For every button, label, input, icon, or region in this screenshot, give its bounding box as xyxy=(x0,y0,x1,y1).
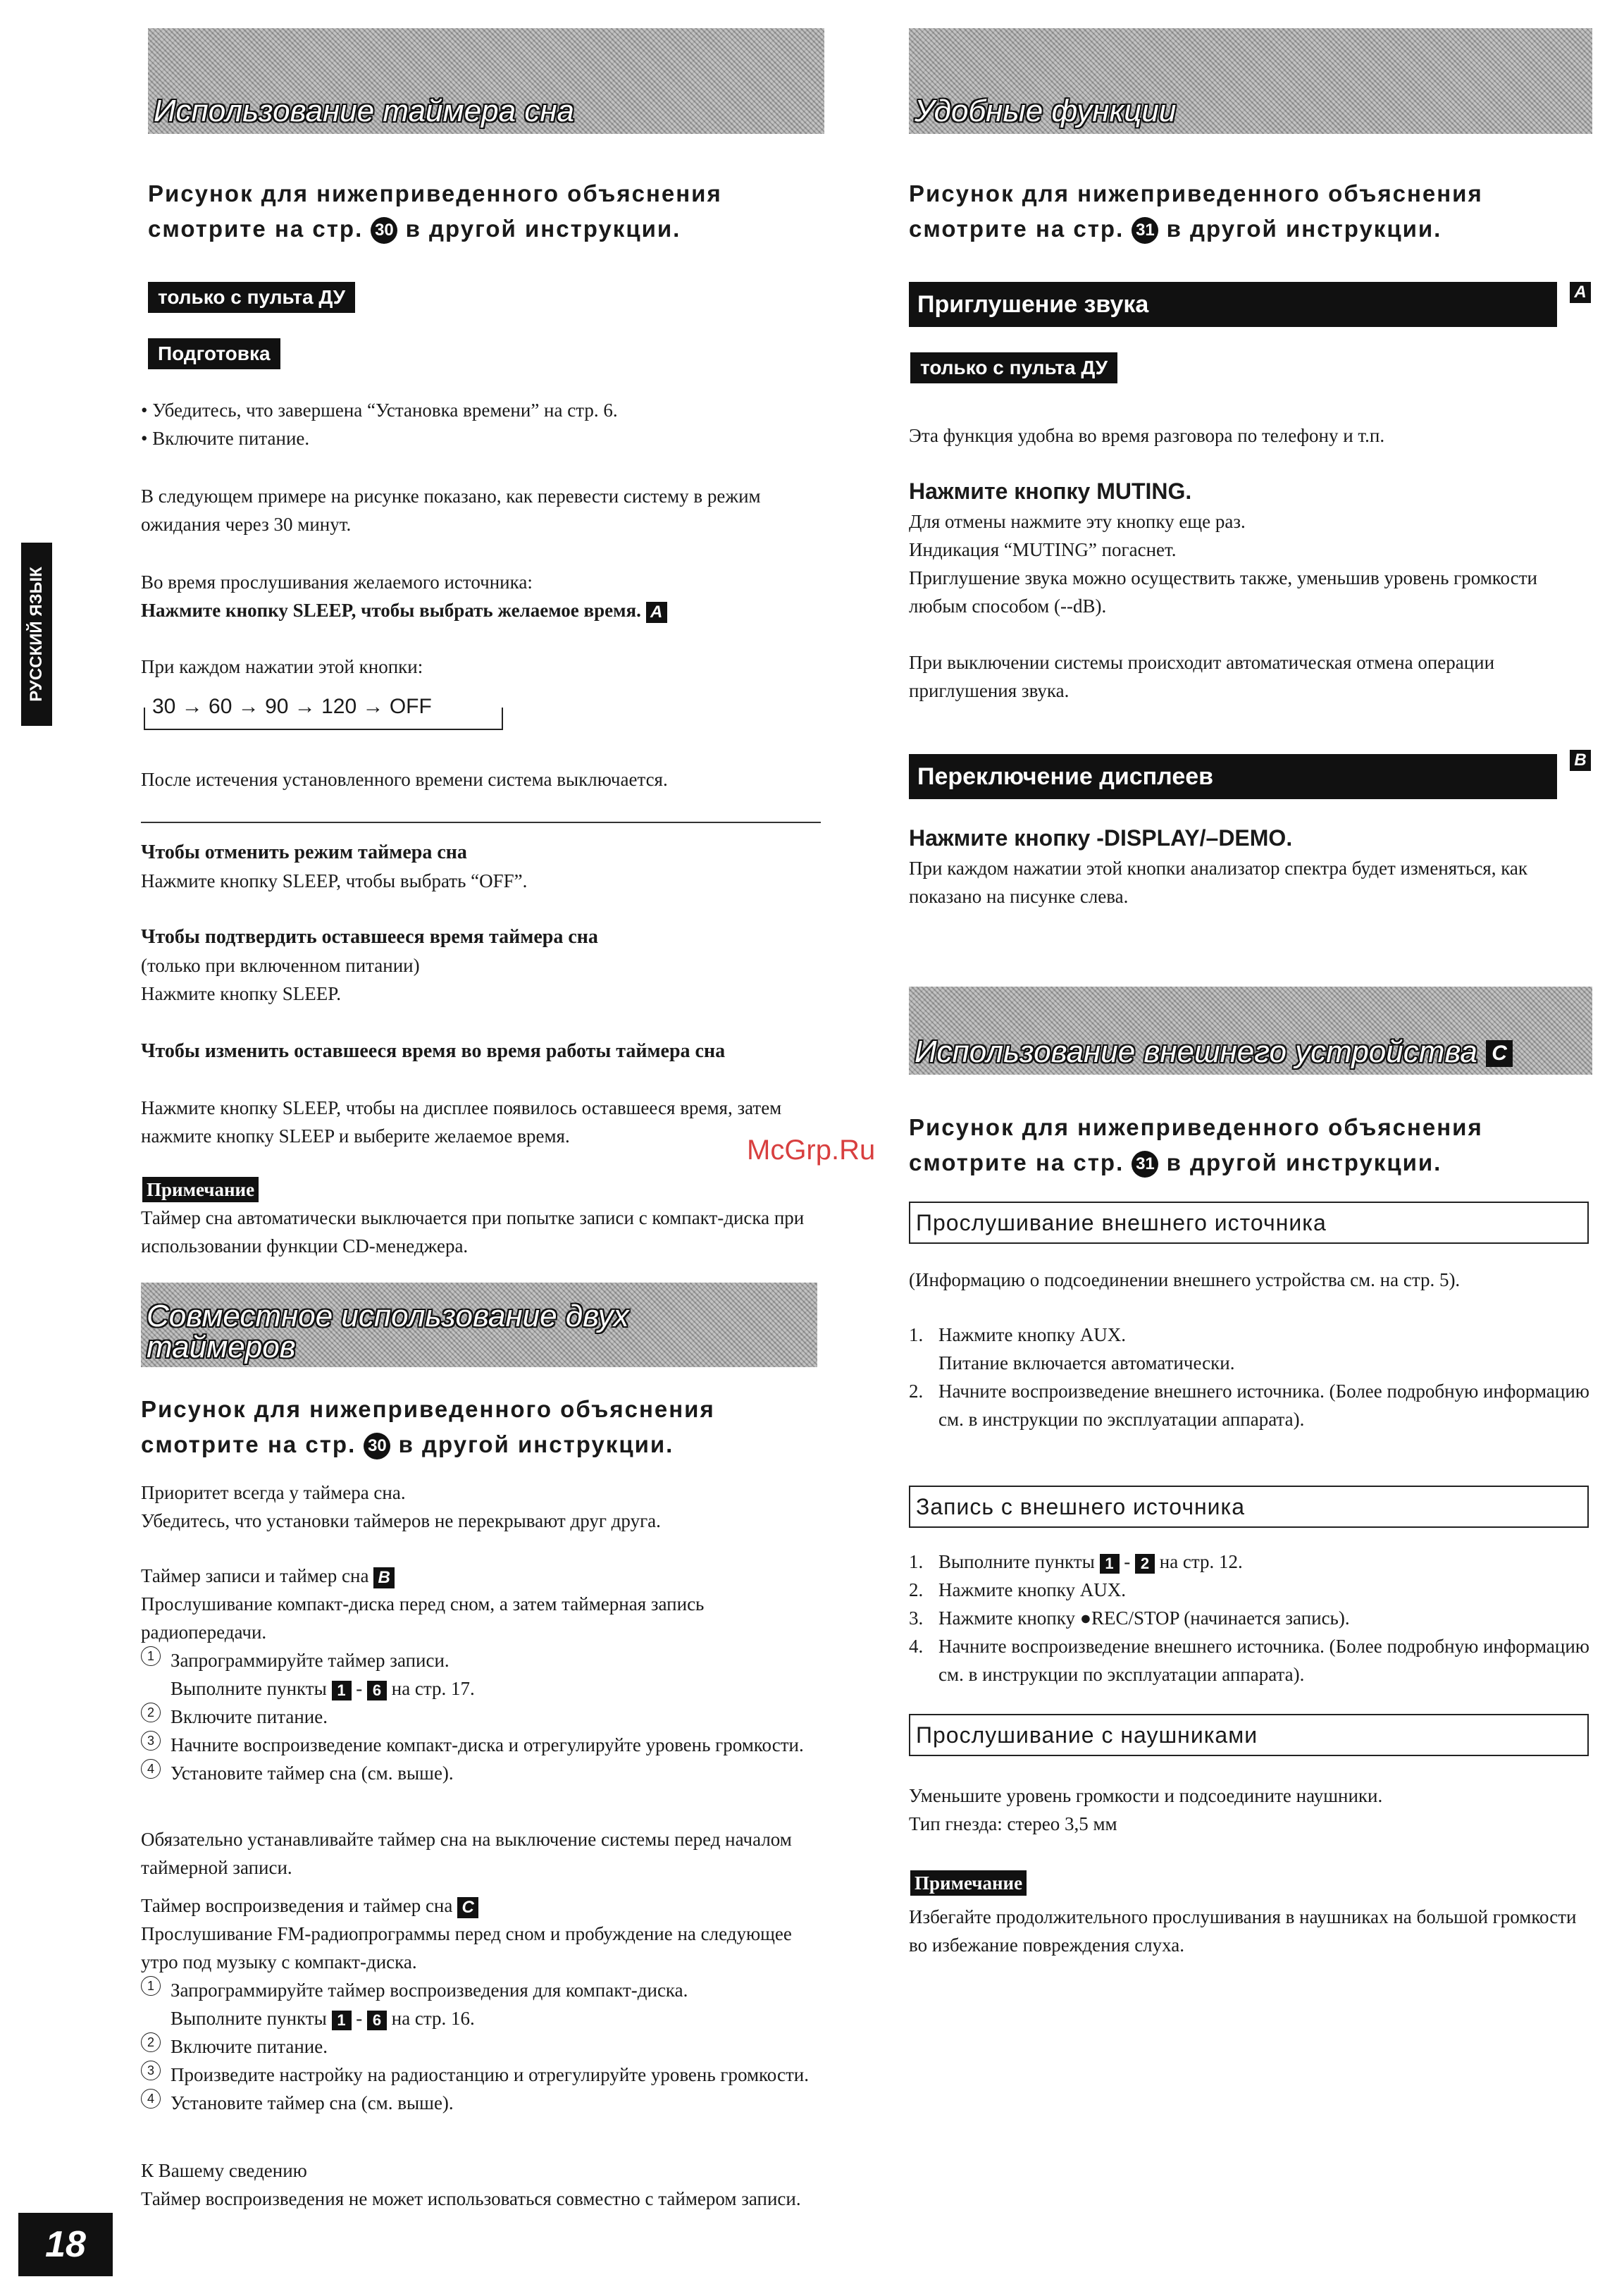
prep-bullet-1: • Убедитесь, что завершена “Установка времени” на стр. 6. xyxy=(141,400,618,421)
list-item: 2. Нажмите кнопку AUX. xyxy=(909,1579,1126,1600)
sleep-cycle-diagram xyxy=(141,695,507,737)
info-text: Таймер воспроизведения не может использоваться совместно с таймером записи. xyxy=(141,2188,801,2209)
muting-intro: Эта функция удобна во время разговора по телефону и т.п. xyxy=(909,425,1385,446)
two-timers-lead: Рисунок для нижеприведенного объяснения смотрите на стр. 30 в другой инструкции. xyxy=(141,1392,824,1462)
remote-only-tag: только с пульта ДУ xyxy=(148,282,355,313)
after-time-text: После истечения установленного времени система выключается. xyxy=(141,769,668,790)
list-item: 1 Запрограммируйте таймер записи. Выполните пункты 1 - 6 на стр. 17. xyxy=(141,1646,817,1703)
play-steps xyxy=(141,1976,817,2117)
rec-steps xyxy=(141,1646,817,1787)
external-device-banner xyxy=(909,987,1592,1075)
list-item: 1. Нажмите кнопку AUX. Питание включается автоматически. xyxy=(909,1324,1235,1374)
listen-info: (Информацию о подсоединении внешнего устройства см. на стр. 5). xyxy=(909,1269,1461,1290)
external-lead: Рисунок для нижеприведенного объяснения смотрите на стр. 31 в другой инструкции. xyxy=(909,1110,1596,1180)
list-item: 4 Установите таймер сна (см. выше). xyxy=(141,2089,817,2117)
watermark: McGrp.Ru xyxy=(747,1135,876,1166)
muting-text: Для отмены нажмите эту кнопку еще раз. Индикация “MUTING” погаснет. Приглушение звука можно осуществить также, уменьшив уровень громкости любым способом (--dB). xyxy=(909,511,1537,617)
headphones-text: Уменьшите уровень громкости и подсоедините наушники. Тип гнезда: стерео 3,5 мм xyxy=(909,1785,1383,1834)
confirm-sub: (только при включенном питании) xyxy=(141,955,420,976)
figure-ref-b: B xyxy=(373,1567,395,1588)
muting-auto-text: При выключении системы происходит автоматическая отмена операции приглушения звука. xyxy=(909,652,1495,701)
language-label: РУССКИЙ ЯЗЫК xyxy=(27,567,46,702)
step-ref: 1 xyxy=(332,1681,352,1700)
each-press-text: При каждом нажатии этой кнопки: xyxy=(141,656,423,677)
step-ref: 1 xyxy=(1100,1554,1120,1574)
cancel-text: Нажмите кнопку SLEEP, чтобы выбрать “OFF”. xyxy=(141,870,528,891)
list-item: 2 Включите питание. xyxy=(141,2032,817,2061)
listen-external-header: Прослушивание внешнего источника xyxy=(909,1202,1589,1244)
step-ref: 1 xyxy=(332,2011,352,2030)
confirm-title: Чтобы подтвердить оставшееся время таймера сна xyxy=(141,926,598,948)
list-item: 3 Начните воспроизведение компакт-диска и отрегулируйте уровень громкости. xyxy=(141,1731,817,1759)
sleep-cycle-values: 30 → 60 → 90 → 120 → OFF xyxy=(152,695,432,718)
note-text: Таймер сна автоматически выключается при попытке записи с компакт-диска при использовании функции CD-менеджера. xyxy=(141,1207,805,1257)
muting-fig: A xyxy=(1570,282,1591,303)
page-ref-badge: 31 xyxy=(1132,1151,1158,1178)
play-timer-desc: Прослушивание FM-радиопрограммы перед сном и пробуждение на следующее утро под музыку с компакт-диска. xyxy=(141,1923,792,1973)
page-ref-badge: 31 xyxy=(1132,217,1158,244)
sleep-timer-title: Использование таймера сна xyxy=(154,94,575,128)
prep-bullet-2: • Включите питание. xyxy=(141,428,310,449)
divider xyxy=(141,822,821,823)
record-steps xyxy=(909,1548,1592,1689)
record-external-header: Запись с внешнего источника xyxy=(909,1486,1589,1528)
list-item: 3 Произведите настройку на радиостанцию и отрегулируйте уровень громкости. xyxy=(141,2061,817,2089)
remote-only-tag: только с пульта ДУ xyxy=(910,352,1117,383)
display-bar: Переключение дисплеев xyxy=(909,754,1557,799)
sleep-timer-banner xyxy=(148,28,824,134)
figure-ref-c: C xyxy=(1486,1040,1513,1067)
external-device-title: Использование внешнего устройства xyxy=(915,1035,1477,1069)
cancel-title: Чтобы отменить режим таймера сна xyxy=(141,841,467,863)
rec-timer-desc: Прослушивание компакт-диска перед сном, а затем таймерная запись радиопередачи. xyxy=(141,1593,705,1643)
step-ref: 2 xyxy=(1135,1554,1155,1574)
two-timers-title: Совместное использование двух таймеров xyxy=(147,1299,629,1364)
handy-functions-banner xyxy=(909,28,1592,134)
note-tag: Примечание xyxy=(142,1177,259,1202)
list-item: 1. Выполните пункты 1 - 2 на стр. 12. xyxy=(909,1551,1243,1572)
info-title: К Вашему сведению xyxy=(141,2160,307,2181)
display-text: При каждом нажатии этой кнопки анализатор спектра будет изменяться, как показано на писунке слева. xyxy=(909,858,1528,907)
confirm-text: Нажмите кнопку SLEEP. xyxy=(141,983,341,1004)
two-timers-banner xyxy=(141,1283,817,1367)
headphones-header: Прослушивание с наушниками xyxy=(909,1714,1589,1756)
list-item: 1 Запрограммируйте таймер воспроизведения для компакт-диска. Выполните пункты 1 - 6 на стр. 16. xyxy=(141,1976,817,2032)
handy-functions-title: Удобные функции xyxy=(915,94,1177,128)
sleep-lead: Рисунок для нижеприведенного объяснения смотрите на стр. 30 в другой инструкции. xyxy=(148,176,824,247)
display-fig: B xyxy=(1570,750,1591,771)
language-side-tab xyxy=(21,543,52,726)
change-text: Нажмите кнопку SLEEP, чтобы на дисплее появилось оставшееся время, затем нажмите кнопку SLEEP и выберите желаемое время. xyxy=(141,1097,782,1147)
handy-lead: Рисунок для нижеприведенного объяснения смотрите на стр. 31 в другой инструкции. xyxy=(909,176,1596,247)
page-ref-badge: 30 xyxy=(371,217,397,244)
page-ref-badge: 30 xyxy=(364,1433,390,1459)
list-item: 4 Установите таймер сна (см. выше). xyxy=(141,1759,817,1787)
example-text: В следующем примере на рисунке показано, как перевести систему в режим ожидания через 30 минут. xyxy=(141,486,761,535)
page-number: 18 xyxy=(18,2213,113,2276)
step-ref: 6 xyxy=(367,2011,387,2030)
note-text: Избегайте продолжительного прослушивания в наушниках на большой громкости во избежание повреждения слуха. xyxy=(909,1906,1577,1956)
figure-ref-a: A xyxy=(646,602,667,623)
display-press: Нажмите кнопку -DISPLAY/–DEMO. xyxy=(909,825,1293,851)
note-tag: Примечание xyxy=(910,1870,1027,1896)
muting-bar: Приглушение звука xyxy=(909,282,1557,327)
listen-steps xyxy=(909,1321,1592,1433)
change-title: Чтобы изменить оставшееся время во время работы таймера сна xyxy=(141,1040,726,1062)
figure-ref-c: C xyxy=(457,1897,478,1918)
muting-press: Нажмите кнопку MUTING. xyxy=(909,479,1192,504)
list-item: 2 Включите питание. xyxy=(141,1703,817,1731)
during-text: Во время прослушивания желаемого источника: xyxy=(141,572,533,593)
rec-note: Обязательно устанавливайте таймер сна на выключение системы перед началом таймерной записи. xyxy=(141,1829,792,1878)
list-item: 3. Нажмите кнопку ●REC/STOP (начинается запись). xyxy=(909,1607,1350,1629)
preparation-tag: Подготовка xyxy=(148,338,280,369)
two-timers-intro: Приоритет всегда у таймера сна. Убедитесь, что установки таймеров не перекрывают друг друга. xyxy=(141,1482,661,1531)
press-sleep-instruction: Нажмите кнопку SLEEP, чтобы выбрать желаемое время. A xyxy=(141,596,831,624)
list-item: 4. Начните воспроизведение внешнего источника. (Более подробную информацию см. в инструкции по эксплуатации аппарата). xyxy=(909,1636,1589,1685)
step-ref: 6 xyxy=(367,1681,387,1700)
rec-timer-title: Таймер записи и таймер сна B xyxy=(141,1562,817,1590)
play-timer-title: Таймер воспроизведения и таймер сна C xyxy=(141,1891,817,1920)
list-item: 2. Начните воспроизведение внешнего источника. (Более подробную информацию см. в инструкции по эксплуатации аппарата). xyxy=(909,1381,1589,1430)
